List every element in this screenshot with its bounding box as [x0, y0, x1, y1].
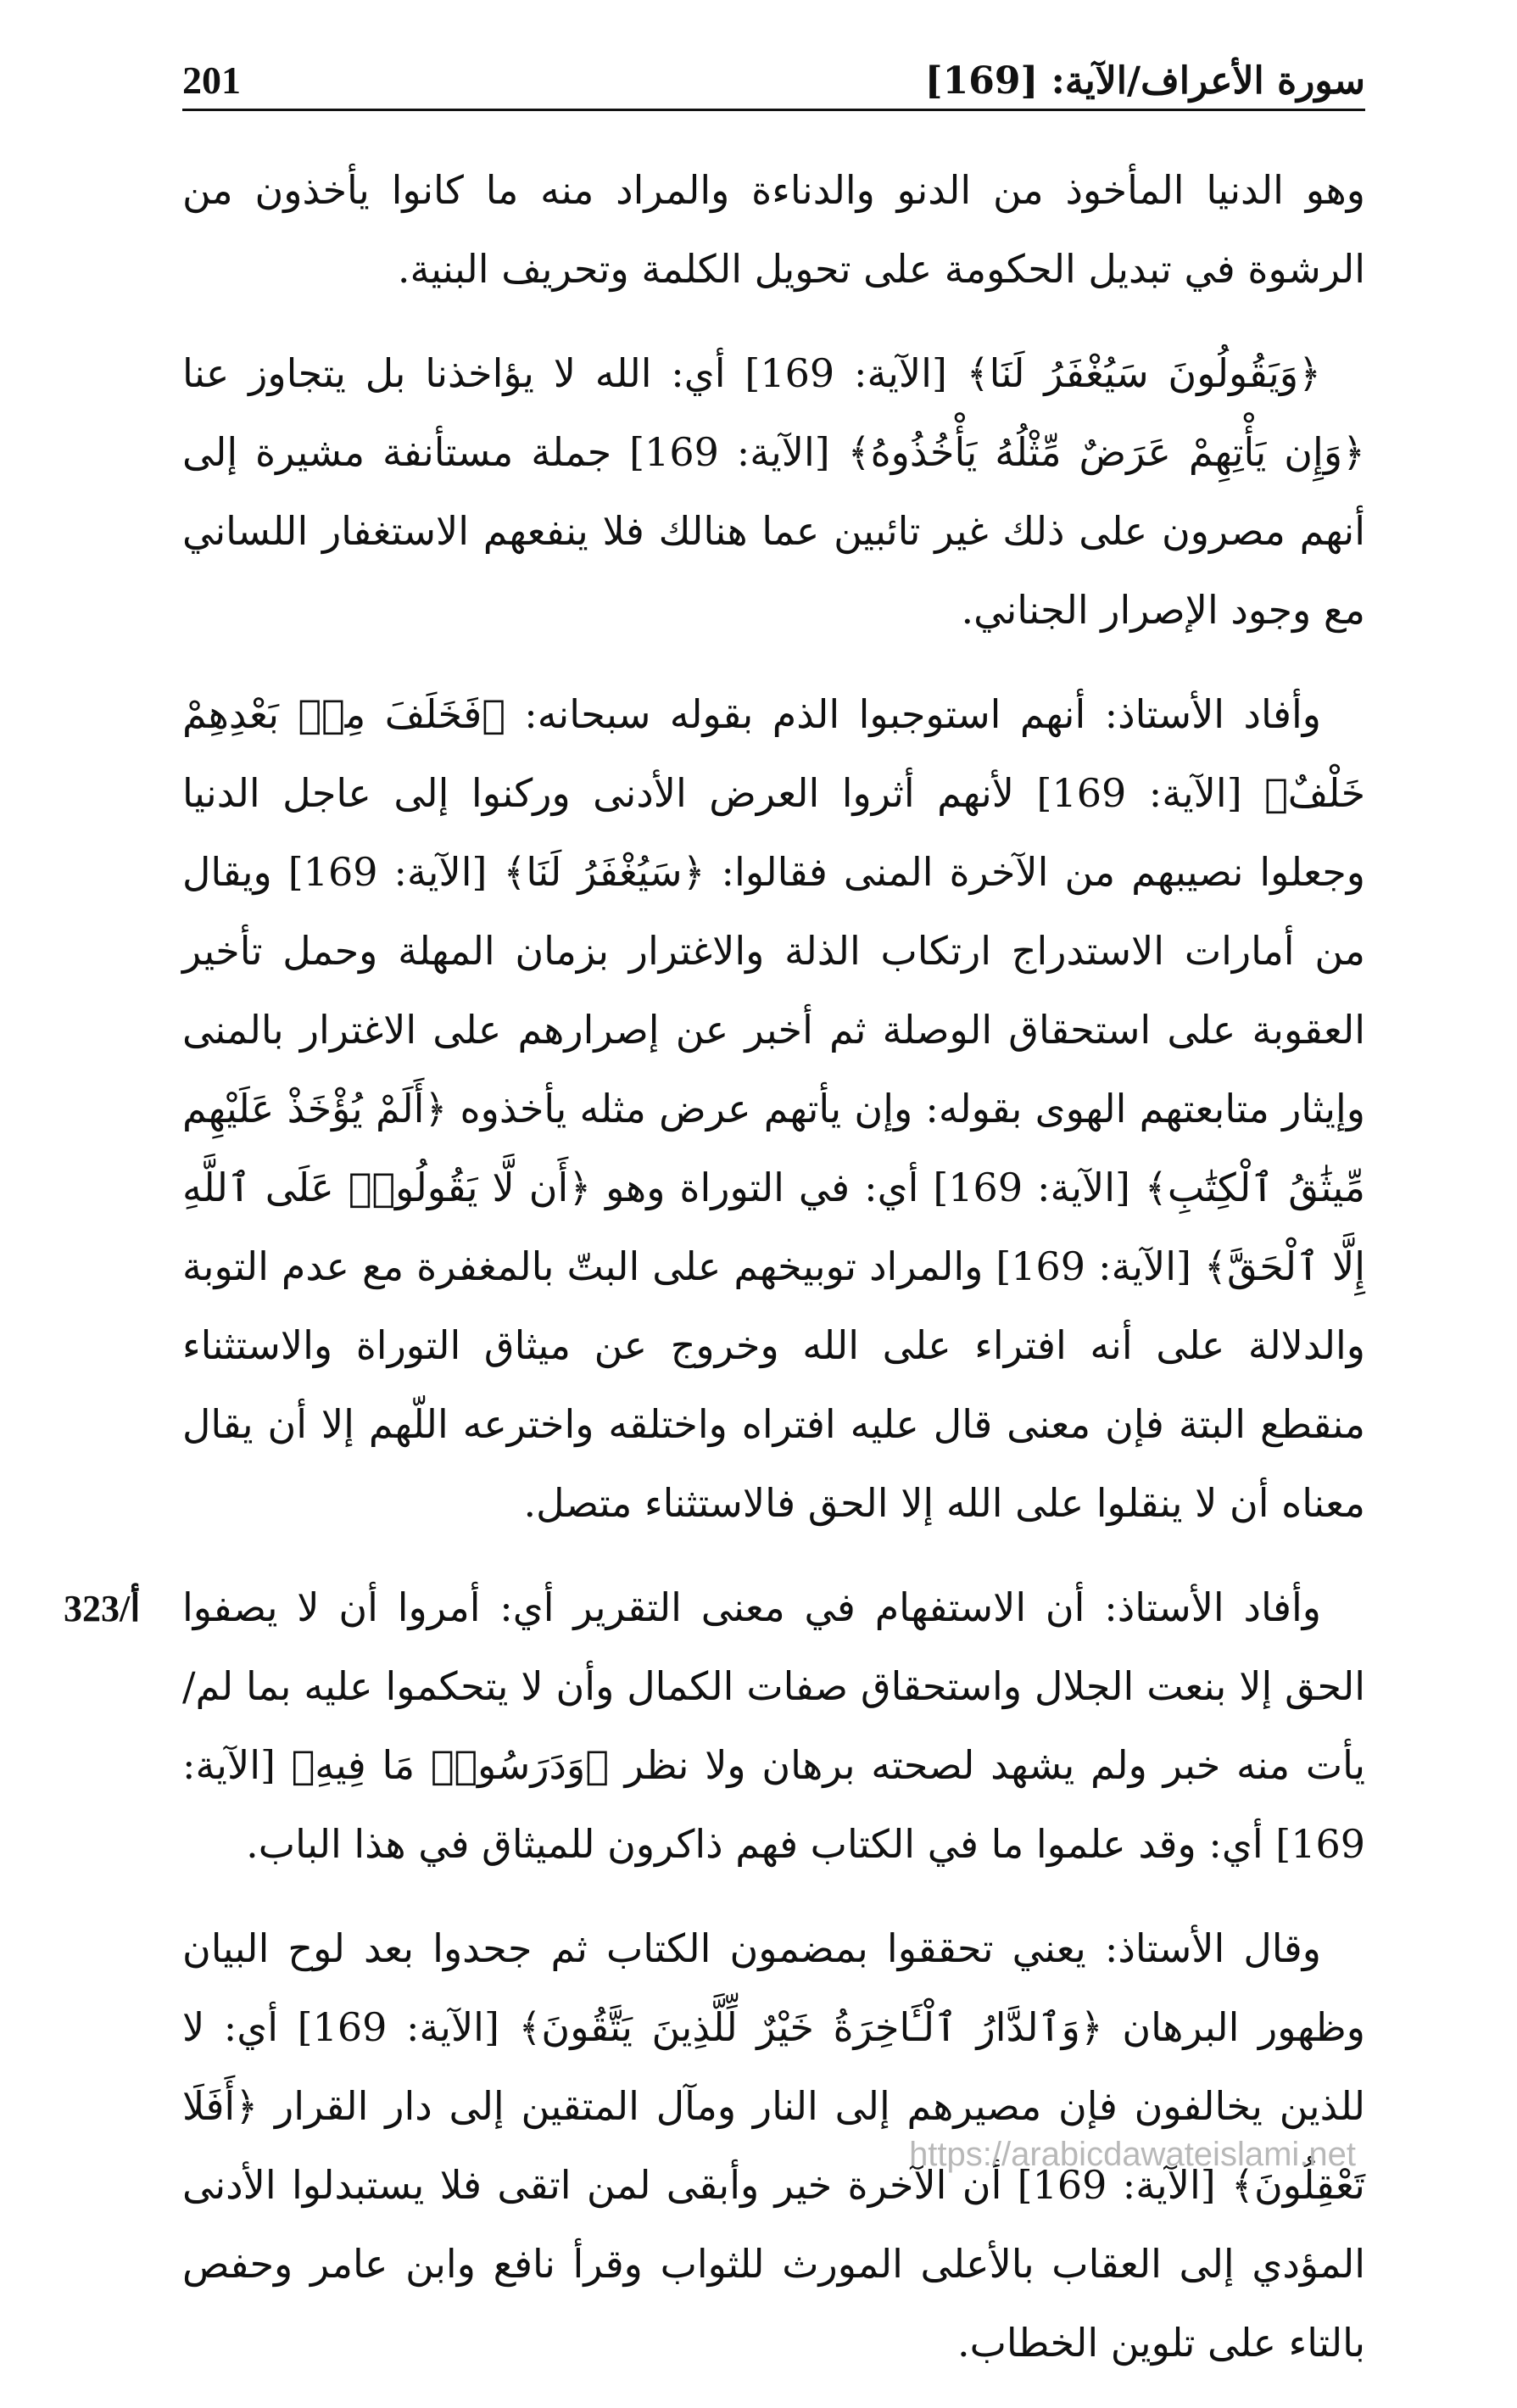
paragraph: ﴿وَيَقُولُونَ سَيُغْفَرُ لَنَا﴾ [الآية: 169] أي: الله لا يؤاخذنا بل يتجاوز عنا ﴿وَإِن يَأْتِهِمْ عَرَضٌ مِّثْلُهُ يَأْخُذُوهُ﴾ [الآية: 169] جملة مستأنفة مشيرة إلى أنهم مصرون على ذلك غير تائبين عما هنالك فلا ينفعهم الاستغفار اللساني مع وجود الإصرار الجناني.: [182, 350, 1366, 633]
paragraph: وقال الأستاذ: يعني تحققوا بمضمون الكتاب ثم جحدوا بعد لوح البيان وظهور البرهان ﴿وَٱلدَّارُ ٱلْـَٔاخِرَةُ خَيْرٌ لِّلَّذِينَ يَتَّقُونَ﴾ [الآية: 169] أي: لا للذين يخالفون فإن مصيرهم إلى النار ومآل المتقين إلى دار القرار ﴿أَفَلَا تَعْقِلُونَ﴾ [الآية: 169] أن الآخرة خير وأبقى لمن اتقى فلا يستبدلوا الأدنى المؤدي إلى العقاب بالأعلى المورث للثواب وقرأ نافع وابن عامر وحفص بالتاء على تلوين الخطاب.: [182, 1925, 1366, 2366]
header-rule: [182, 109, 1365, 111]
manuscript-folio-note: 323/أ: [64, 1588, 141, 1629]
paragraph: وهو الدنيا المأخوذ من الدنو والدناءة والمراد منه ما كانوا يأخذون من الرشوة في تبديل الحكومة على تحويل الكلمة وتحريف البنية.: [182, 167, 1365, 292]
page-number: 201: [182, 59, 241, 102]
paragraph: وأفاد الأستاذ: أن الاستفهام في معنى التقرير أي: أمروا أن لا يصفوا الحق إلا بنعت الجلال واستحقاق صفات الكمال وأن لا يتحكموا عليه بما لم/ يأت منه خبر ولم يشهد لصحته برهان ولا نظر ﴿وَدَرَسُوا۟ مَا فِيهِ﴾ [الآية: 169] أي: وقد علموا ما في الكتاب فهم ذاكرون للميثاق في هذا الباب.: [182, 1584, 1365, 1867]
body-text: [182, 151, 1365, 2408]
page-header: [182, 49, 1365, 103]
running-title: سورة الأعراف/الآية: [169]: [924, 59, 1365, 103]
watermark: https://arabicdawateislami.net: [909, 2136, 1356, 2173]
paragraph: وأفاد الأستاذ: أنهم استوجبوا الذم بقوله سبحانه: ﴿فَخَلَفَ مِنۢ بَعْدِهِمْ خَلْفٌ﴾ [الآية: 169] لأنهم أثروا العرض الأدنى وركنوا إلى عاجل الدنيا وجعلوا نصيبهم من الآخرة المنى فقالوا: ﴿سَيُغْفَرُ لَنَا﴾ [الآية: 169] ويقال من أمارات الاستدراج ارتكاب الذلة والاغترار بزمان المهلة وحمل تأخير العقوبة على استحقاق الوصلة ثم أخبر عن إصرارهم على الاغترار بالمنى وإيثار متابعتهم الهوى بقوله: وإن يأتهم عرض مثله يأخذوه ﴿أَلَمْ يُؤْخَذْ عَلَيْهِم مِّيثَٰقُ ٱلْكِتَٰبِ﴾ [الآية: 169] أي: في التوراة وهو ﴿أَن لَّا يَقُولُوا۟ عَلَى ٱللَّهِ إِلَّا ٱلْحَقَّ﴾ [الآية: 169] والمراد توبيخهم على البتّ بالمغفرة مع عدم التوبة والدلالة على أنه افتراء على الله وخروج عن ميثاق التوراة والاستثناء منقطع البتة فإن معنى قال عليه افتراه واختلقه واخترعه اللّهم إلا أن يقال معناه أن لا ينقلوا على الله إلا الحق فالاستثناء متصل.: [182, 691, 1366, 1526]
